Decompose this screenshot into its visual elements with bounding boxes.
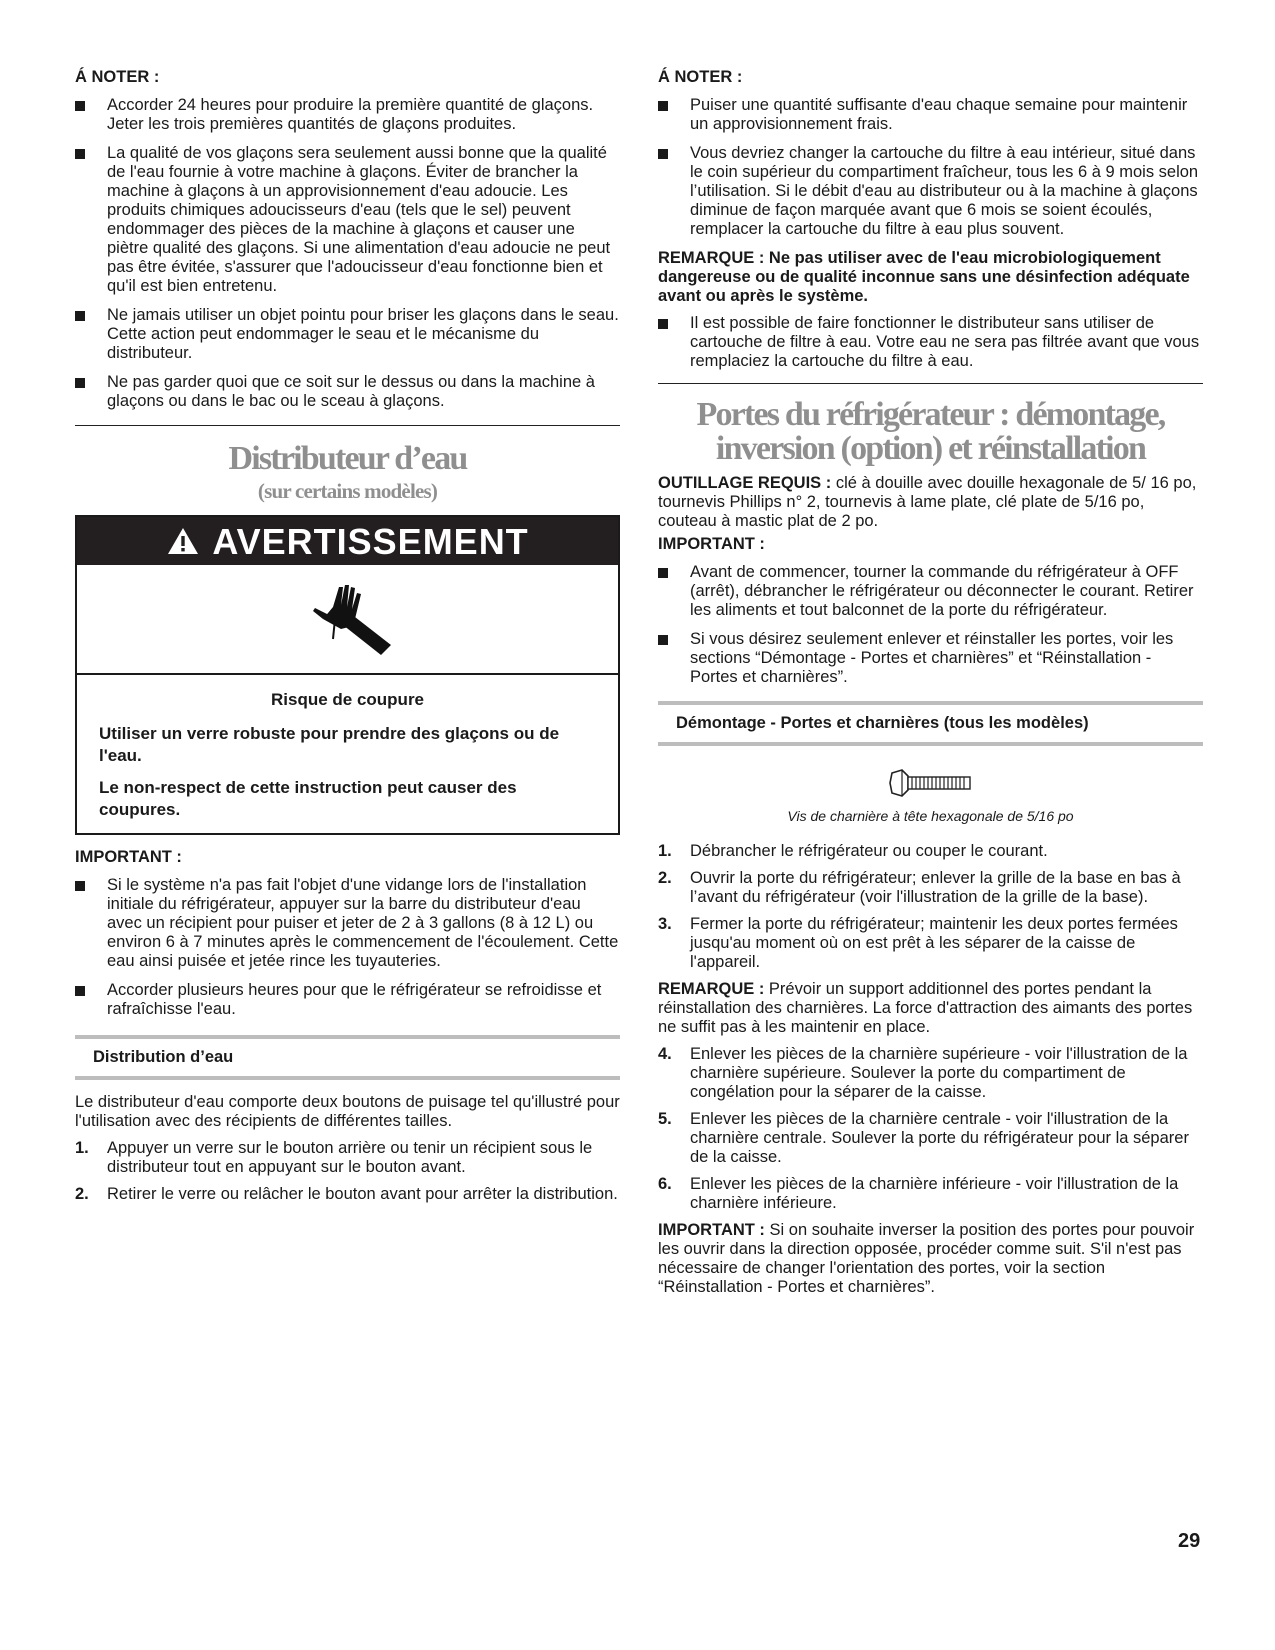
step-item: 2. Retirer le verre ou relâcher le bouton avant pour arrêter la distribution. (75, 1185, 618, 1203)
warning-box (75, 515, 620, 835)
list-item: La qualité de vos glaçons sera seulement aussi bonne que la qualité de l'eau fournie à votre machine à glaçons. Éviter de brancher la machine à glaçons à un approvisionnement d'eau adoucie. Les produits chimiques adoucisseurs d'eau (tels que le sel) peuvent endommager des pièces de la machine à glaçons et causer une piètre qualité des glaçons. Si une alimentation d'eau adoucie ne peut pas être évitée, s'assurer que l'adoucisseur d'eau fonctionne bien et qu'il est bien entretenu. (75, 144, 620, 296)
step-item: 1. Appuyer un verre sur le bouton arrière ou tenir un récipient sous le distributeur tout en appuyant sur le bouton avant. (75, 1139, 593, 1176)
screw-illustration (658, 768, 1203, 803)
bullet-icon (658, 635, 668, 645)
note-label: Á NOTER : (75, 68, 160, 86)
bullet-icon (75, 101, 85, 111)
step-item: 1. Débrancher le réfrigérateur ou couper le courant. (658, 842, 1048, 860)
list-item: Vous devriez changer la cartouche du filtre à eau intérieur, situé dans le coin supérieur du compartiment fraîcheur, tous les 6 à 9 mois selon l’utilisation. Si le débit d'eau au distributeur ou à la machine à glaçons diminue de façon marquée avant que 6 mois se soient écoulés, remplacer la cartouche du filtre à eau plus souvent. (658, 144, 1203, 239)
section-title-doors-line1: Portes du réfrigérateur : démontage, (696, 396, 1165, 433)
list-item: Il est possible de faire fonctionner le distributeur sans utiliser de cartouche de filtre à eau. Votre eau ne sera pas filtrée avant que vous remplaciez la cartouche du filtre à eau. (658, 314, 1203, 371)
warning-title: AVERTISSEMENT (212, 520, 529, 562)
warning-instruction: Utiliser un verre robuste pour prendre des glaçons ou de l'eau. (99, 724, 560, 765)
cut-hand-icon (303, 579, 393, 659)
step-item: 4. Enlever les pièces de la charnière supérieure - voir l'illustration de la charnière supérieure. Soulever la porte du compartiment de congélation pour la séparer de la caisse. (658, 1045, 1188, 1101)
bullet-icon (75, 986, 85, 996)
step-item: 5. Enlever les pièces de la charnière centrale - voir l'illustration de la charnière centrale. Soulever la porte du réfrigérateur pour la séparer de la caisse. (658, 1110, 1189, 1166)
step-item: 2. Ouvrir la porte du réfrigérateur; enlever la grille de la base en bas à l’avant du réfrigérateur (voir l'illustration de la grille de la base). (658, 869, 1181, 906)
page-number: 29 (1178, 1530, 1201, 1552)
removal-steps-continued (658, 1045, 1203, 1213)
list-item: Ne pas garder quoi que ce soit sur le dessus ou dans la machine à glaçons ou dans le bac ou le sceau à glaçons. (75, 373, 620, 411)
subsection-heading: Démontage - Portes et charnières (tous les modèles) (658, 701, 1203, 746)
section-subtitle: (sur certains modèles) (257, 479, 438, 503)
warning-triangle-icon (166, 526, 200, 556)
note-label: Á NOTER : (658, 68, 743, 86)
section-title-water-dispenser: Distributeur d’eau (228, 440, 467, 477)
subsection-heading: Distribution d’eau (75, 1035, 620, 1080)
list-item: Puiser une quantité suffisante d'eau chaque semaine pour maintenir un approvisionnement frais. (658, 96, 1203, 134)
bullet-icon (658, 149, 668, 159)
remark-water-quality: REMARQUE : Ne pas utiliser avec de l'eau microbiologiquement dangereuse ou de qualité inconnue sans une désinfection adéquate avant ou après le système. (658, 249, 1190, 305)
bullet-icon (75, 881, 85, 891)
bullet-icon (75, 149, 85, 159)
bullet-icon (75, 311, 85, 321)
list-item: Ne jamais utiliser un objet pointu pour briser les glaçons dans le seau. Cette action peut endommager le seau et le mécanisme du distributeur. (75, 306, 620, 363)
bullet-icon (658, 319, 668, 329)
important-label: IMPORTANT : (658, 535, 765, 553)
warning-text (77, 675, 618, 833)
warning-header (77, 517, 618, 565)
distribution-intro: Le distributeur d'eau comporte deux boutons de puisage tel qu'illustré pour l'utilisation avec des récipients de différentes tailles. (75, 1093, 620, 1130)
list-item: Accorder plusieurs heures pour que le réfrigérateur se refroidisse et rafraîchisse l'eau. (75, 981, 620, 1019)
important-label: IMPORTANT : (75, 848, 182, 866)
list-item: Si le système n'a pas fait l'objet d'une vidange lors de l'installation initiale du réfrigérateur, appuyer sur la barre du distributeur d'eau avec un récipient pour puiser et jeter de 2 à 3 gallons (8 à 12 L) ou environ 6 à 7 minutes après le commencement de l'écoulement. Cette eau ainsi puisée et jetée rince les tuyauteries. (75, 876, 620, 971)
bullet-icon (658, 101, 668, 111)
list-item: Accorder 24 heures pour produire la première quantité de glaçons. Jeter les trois premières quantités de glaçons produites. (75, 96, 620, 134)
remark-door-support: REMARQUE : Prévoir un support additionnel des portes pendant la réinstallation des charnières. La force d'attraction des aimants des portes ne suffit pas à les maintenir en place. (658, 980, 1193, 1036)
list-item: Si vous désirez seulement enlever et réinstaller les portes, voir les sections “Démontage - Portes et charnières” et “Réinstallation - Portes et charnières”. (658, 630, 1203, 687)
hex-screw-icon (888, 768, 974, 798)
section-divider (75, 425, 620, 426)
bullet-icon (75, 378, 85, 388)
tools-required: OUTILLAGE REQUIS : clé à douille avec douille hexagonale de 5/ 16 po, tournevis Phillips n° 2, tournevis à lame plate, clé plate de 5/16 po, couteau à mastic plat de 2 po. (658, 474, 1197, 530)
step-item: 3. Fermer la porte du réfrigérateur; maintenir les deux portes fermées jusqu'au moment où on est prêt à les séparer de la caisse de l'appareil. (658, 915, 1178, 971)
note-list (658, 96, 1203, 239)
warning-hazard: Risque de coupure (270, 690, 425, 709)
bullet-icon (658, 568, 668, 578)
distribution-steps (75, 1139, 620, 1204)
important-reversal: IMPORTANT : Si on souhaite inverser la position des portes pour pouvoir les ouvrir dans la direction opposée, procéder comme suit. S'il n'est pas nécessaire de changer l'orientation des portes, voir la section “Réinstallation - Portes et charnières”. (658, 1221, 1195, 1296)
step-item: 6. Enlever les pièces de la charnière inférieure - voir l'illustration de la charnière inférieure. (658, 1175, 1179, 1212)
important-list (658, 563, 1203, 687)
important-list (75, 876, 620, 1019)
warning-consequence: Le non-respect de cette instruction peut causer des coupures. (99, 778, 517, 819)
section-title-doors-line2: inversion (option) et réinstallation (715, 430, 1146, 467)
removal-steps (658, 842, 1203, 972)
section-divider (658, 383, 1203, 384)
remark-list (658, 314, 1203, 371)
left-column (75, 68, 620, 1212)
warning-pictogram (77, 565, 618, 675)
right-column (658, 68, 1203, 1297)
note-list (75, 96, 620, 411)
screw-caption: Vis de charnière à tête hexagonale de 5/16 po (787, 808, 1074, 824)
list-item: Avant de commencer, tourner la commande du réfrigérateur à OFF (arrêt), débrancher le réfrigérateur ou déconnecter le courant. Retirer les aliments et tout balconnet de la porte du réfrigérateur. (658, 563, 1203, 620)
